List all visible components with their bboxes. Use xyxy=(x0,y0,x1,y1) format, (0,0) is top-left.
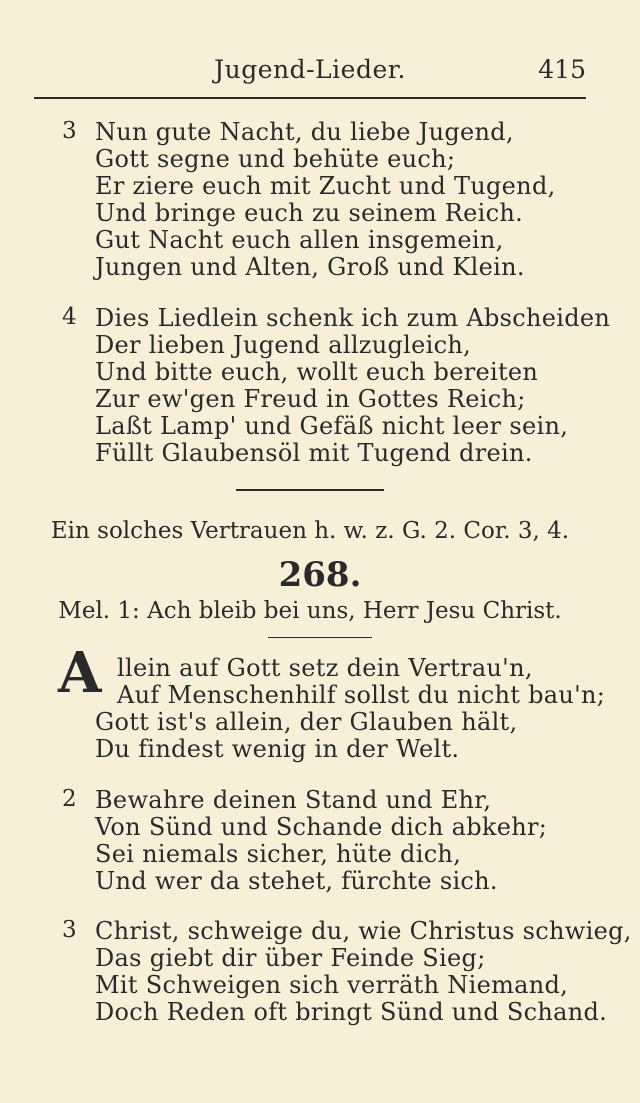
verse-line: Auf Menschenhilf sollst du nicht bau'n; xyxy=(117,681,606,709)
verse-number: 2 xyxy=(62,786,77,812)
source-note: Ein solches Vertrauen h. w. z. G. 2. Cor. 3, 4. xyxy=(50,518,570,544)
verse-line: Und bringe euch zu seinem Reich. xyxy=(95,199,524,227)
header-rule xyxy=(34,97,586,99)
verse-line: Du findest wenig in der Welt. xyxy=(95,735,460,763)
verse-number: 3 xyxy=(62,118,77,144)
verse-line: Sei niemals sicher, hüte dich, xyxy=(95,840,462,868)
verse-line: Füllt Glaubensöl mit Tugend drein. xyxy=(95,439,533,467)
hymn-number: 268. xyxy=(278,555,362,595)
melody-line: Mel. 1: Ach bleib bei uns, Herr Jesu Christ. xyxy=(58,598,562,624)
verse-line: Und bitte euch, wollt euch bereiten xyxy=(95,358,539,386)
verse-number: 3 xyxy=(62,917,77,943)
verse-line: Das giebt dir über Feinde Sieg; xyxy=(95,944,486,972)
page-number: 415 xyxy=(538,55,586,84)
verse-line: Dies Liedlein schenk ich zum Abscheiden xyxy=(95,304,611,332)
verse-line: Der lieben Jugend allzugleich, xyxy=(95,331,472,359)
verse-number: 4 xyxy=(62,304,77,330)
verse-line: Und wer da stehet, fürchte sich. xyxy=(95,867,498,895)
running-title: Jugend-Lieder. xyxy=(214,55,406,84)
section-divider xyxy=(236,489,384,491)
verse-line: Von Sünd und Schande dich abkehr; xyxy=(95,813,548,841)
drop-cap: A xyxy=(58,640,102,706)
verse-line: Jungen und Alten, Groß und Klein. xyxy=(95,253,525,281)
verse-line: Doch Reden oft bringt Sünd und Schand. xyxy=(95,998,608,1026)
verse-line: Nun gute Nacht, du liebe Jugend, xyxy=(95,118,514,146)
verse-line: Christ, schweige du, wie Christus schwieg, xyxy=(95,917,632,945)
running-head xyxy=(34,55,586,91)
verse-line: Laßt Lamp' und Gefäß nicht leer sein, xyxy=(95,412,569,440)
verse-line: Gut Nacht euch allen insgemein, xyxy=(95,226,504,254)
verse-line: Er ziere euch mit Zucht und Tugend, xyxy=(95,172,556,200)
verse-line: llein auf Gott setz dein Vertrau'n, xyxy=(117,654,533,682)
melody-rule xyxy=(268,637,372,638)
verse-line: Bewahre deinen Stand und Ehr, xyxy=(95,786,492,814)
verse-line: Gott segne und behüte euch; xyxy=(95,145,456,173)
verse-line: Mit Schweigen sich verräth Niemand, xyxy=(95,971,569,999)
verse-line: Zur ew'gen Freud in Gottes Reich; xyxy=(95,385,526,413)
verse-line: Gott ist's allein, der Glauben hält, xyxy=(95,708,518,736)
